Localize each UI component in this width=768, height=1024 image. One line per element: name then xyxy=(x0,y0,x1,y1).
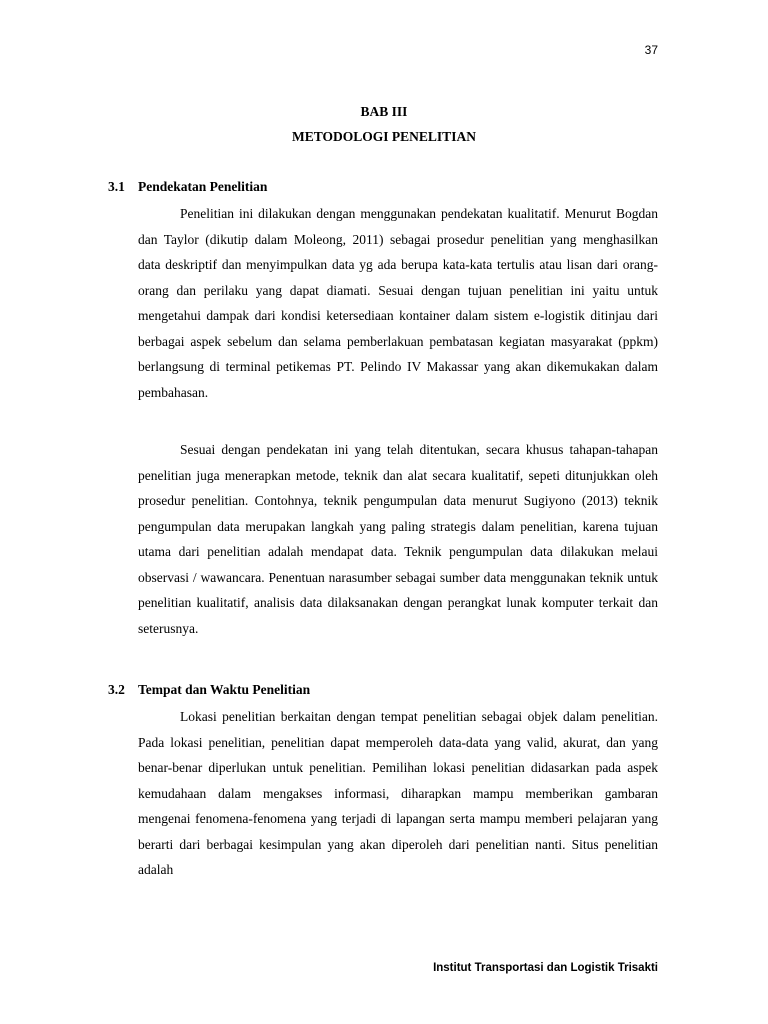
section-number: 3.2 xyxy=(108,682,125,697)
section-title: Tempat dan Waktu Penelitian xyxy=(138,682,311,697)
page-footer: Institut Transportasi dan Logistik Trisakti xyxy=(433,962,658,974)
chapter-title: METODOLOGI PENELITIAN xyxy=(292,129,476,144)
section-number: 3.1 xyxy=(108,179,125,194)
section-heading-tempat-waktu xyxy=(108,682,310,698)
page-number: 37 xyxy=(644,43,658,57)
section-heading-pendekatan xyxy=(108,179,267,195)
paragraph: Sesuai dengan pendekatan ini yang telah ditentukan, secara khusus tahapan-tahapan penelitian juga menerapkan metode, teknik dan alat secara kualitatif, sepeti ditunjukkan oleh prosedur penelitian. Contohnya, teknik pengumpulan data menurut Sugiyono (2013) teknik pengumpulan data merupakan langkah yang paling strategis dalam penelitian, karena tujuan utama dari penelitian adalah mendapat data. Teknik pengumpulan data dilakukan melaui observasi / wawancara. Penentuan narasumber sebagai sumber data menggunakan teknik untuk penelitian kualitatif, analisis data dilaksanakan dengan perangkat lunak komputer terkait dan seterusnya. xyxy=(138,442,658,636)
paragraph: Lokasi penelitian berkaitan dengan tempat penelitian sebagai objek dalam penelitian. Pada lokasi penelitian, penelitian dapat memperoleh data-data yang valid, akurat, dan yang benar-benar diperlukan untuk penelitian. Pemilihan lokasi penelitian didasarkan pada aspek kemudahaan dalam mengakses informasi, diharapkan mampu memberikan gambaran mengenai fenomena-fenomena yang terjadi di lapangan serta mampu memberi pelajaran yang berarti dari berbagai kesimpulan yang akan diperoleh dari penelitian nanti. Situs penelitian adalah xyxy=(138,709,658,877)
paragraph: Penelitian ini dilakukan dengan menggunakan pendekatan kualitatif. Menurut Bogdan dan Taylor (dikutip dalam Moleong, 2011) sebagai prosedur penelitian yang menghasilkan data deskriptif dan menyimpulkan data yg ada berupa kata-kata tertulis atau lisan dari orang-orang dan perilaku yang dapat diamati. Sesuai dengan tujuan penelitian ini yaitu untuk mengetahui dampak dari kondisi ketersediaan kontainer dalam sistem e-logistik ditinjau dari berbagai aspek sebelum dan selama pemberlakuan pembatasan kegiatan masyarakat (ppkm) berlangsung di terminal petikemas PT. Pelindo IV Makassar yang akan dikemukakan dalam pembahasan. xyxy=(138,206,658,400)
chapter-number: BAB III xyxy=(360,104,408,119)
section-title: Pendekatan Penelitian xyxy=(138,179,268,194)
